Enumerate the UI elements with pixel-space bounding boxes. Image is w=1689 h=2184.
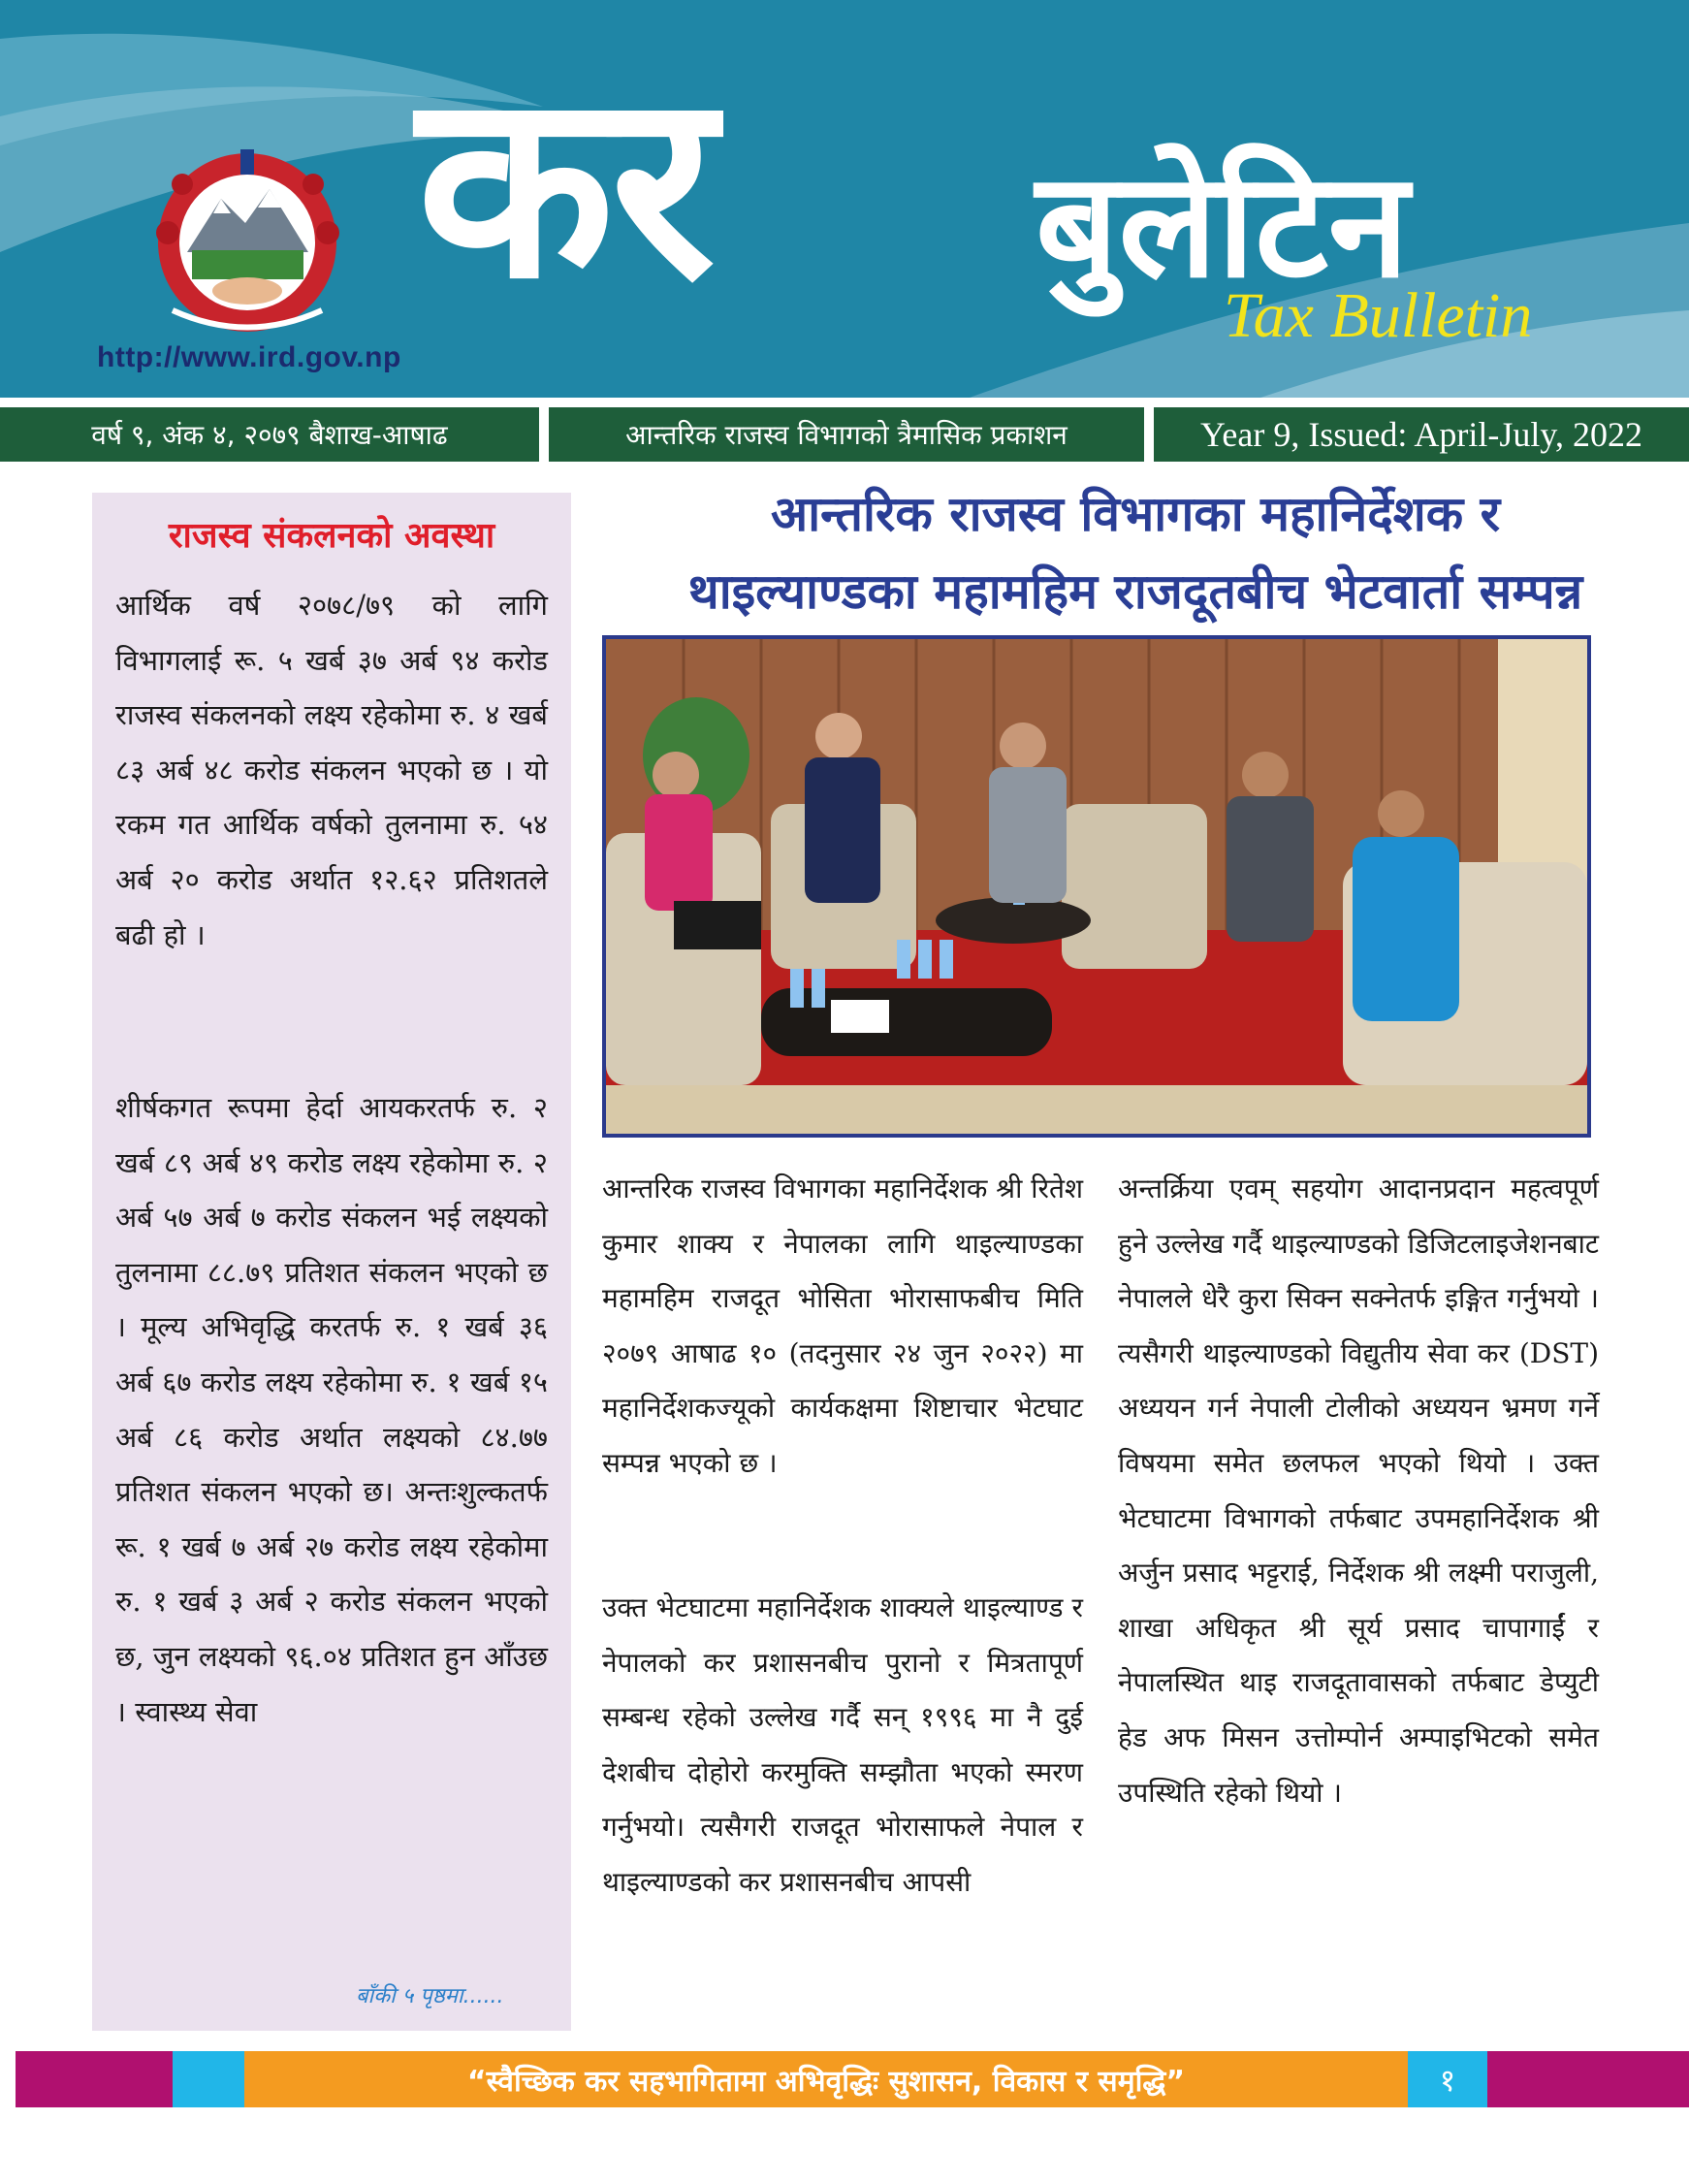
website-url[interactable]: http://www.ird.gov.np xyxy=(97,341,401,373)
continued-link[interactable]: बाँकी ५ पृष्ठमा...... xyxy=(356,1984,504,2008)
meeting-photo-illustration xyxy=(606,639,1587,1134)
page-number: १ xyxy=(1439,2061,1456,2099)
issue-info-bar xyxy=(0,407,1689,462)
sidebar-paragraph: शीर्षकगत रूपमा हेर्दा आयकरतर्फ रु. २ खर्ब ८९ अर्ब ४९ करोड लक्ष्य रहेकोमा रु. २ अर्ब ५७ अर्ब ७ करोड संकलन भई लक्ष्यको तुलनामा ८८.७९ प्रतिशत संकलन भएको छ । मूल्य अभिवृद्धि करतर्फ रु. १ खर्ब ३६ अर्ब ६७ करोड लक्ष्य रहेकोमा रु. १ खर्ब १५ अर्ब ८६ करोड अर्थात लक्ष्यको ८४.७७ प्रतिशत संकलन भएको छ। अन्तःशुल्कतर्फ रू. १ खर्ब ७ अर्ब २७ करोड लक्ष्य रहेकोमा रु. १ खर्ब ३ अर्ब २ करोड संकलन भएको छ, जुन लक्ष्यको ९६.०४ प्रतिशत हुन आँउछ । स्वास्थ्य सेवा xyxy=(115,1091,548,1728)
article-headline-line2: थाइल्याण्डका महामहिम राजदूतबीच भेटवार्ता सम्पन्न xyxy=(687,563,1583,620)
footer-bar xyxy=(16,2051,1689,2107)
issue-english: Year 9, Issued: April-July, 2022 xyxy=(1154,407,1689,462)
footer-segment xyxy=(16,2051,173,2107)
masthead xyxy=(0,0,1689,398)
article-headline-line1: आन्तरिक राजस्व विभागका महानिर्देशक र xyxy=(770,486,1501,542)
revenue-sidebar xyxy=(92,493,571,2031)
nepal-government-emblem xyxy=(143,145,352,339)
article-paragraph: आन्तरिक राजस्व विभागका महानिर्देशक श्री रितेश कुमार शाक्य र नेपालका लागि थाइल्याण्डका महामहिम राजदूत भोसिता भोरासाफबीच मिति २०७९ आषाढ १० (तदनुसार २४ जुन २०२२) मा महानिर्देशकज्यूको कार्यकक्षमा शिष्टाचार भेटघाट सम्पन्न भएको छ । xyxy=(602,1172,1083,1479)
sidebar-paragraph: आर्थिक वर्ष २०७८/७९ को लागि विभागलाई रू. ५ खर्ब ३७ अर्ब ९४ करोड राजस्व संकलनको लक्ष्य रहेकोमा रु. ४ खर्ब ८३ अर्ब ४८ करोड संकलन भएको छ । यो रकम गत आर्थिक वर्षको तुलनामा रु. ५४ अर्ब २० करोड अर्थात १२.६२ प्रतिशतले बढी हो । xyxy=(115,589,548,951)
sidebar-title: राजस्व संकलनको अवस्था xyxy=(168,516,495,556)
title-bulletin: बुलेटिन xyxy=(1036,142,1410,310)
issue-nepali: वर्ष ९, अंक ४, २०७९ बैशाख-आषाढ xyxy=(0,407,539,462)
article-paragraph: अन्तर्क्रिया एवम् सहयोग आदानप्रदान महत्वपूर्ण हुने उल्लेख गर्दै थाइल्याण्डको डिजिटलाइजेशनबाट नेपालले धेरै कुरा सिक्न सक्नेतर्फ इङ्गित गर्नुभयो । त्यसैगरी थाइल्याण्डको विद्युतीय सेवा कर (DST) अध्ययन गर्न नेपाली टोलीको अध्ययन भ्रमण गर्ने विषयमा समेत छलफल भएको थियो । उक्त भेटघाटमा विभागको तर्फबाट उपमहानिर्देशक श्री अर्जुन प्रसाद भट्टराई, निर्देशक श्री लक्ष्मी पराजुली, शाखा अधिकृत श्री सूर्य प्रसाद चापागाईं र नेपालस्थित थाइ राजदूतावासको तर्फबाट डेप्युटी हेड अफ मिसन उत्तोम्पोर्न अम्पाइभिटको समेत उपस्थिति रहेको थियो । xyxy=(1118,1172,1599,1809)
publisher-label: आन्तरिक राजस्व विभागको त्रैमासिक प्रकाशन xyxy=(549,407,1144,462)
title-kar: कर xyxy=(417,37,712,336)
meeting-photo xyxy=(602,635,1591,1138)
footer-segment xyxy=(173,2051,244,2107)
footer-slogan: “स्वैच्छिक कर सहभागितामा अभिवृद्धिः सुशासन, विकास र समृद्धि” xyxy=(466,2064,1186,2099)
article-paragraph: उक्त भेटघाटमा महानिर्देशक शाक्यले थाइल्याण्ड र नेपालको कर प्रशासनबीच पुरानो र मित्रतापूर्ण सम्बन्ध रहेको उल्लेख गर्दै सन् १९९६ मा नै दुई देशबीच दोहोरो करमुक्ति सम्झौता भएको स्मरण गर्नुभयो। त्यसैगरी राजदूत भोरासाफले नेपाल र थाइल्याण्डको कर प्रशासनबीच आपसी xyxy=(602,1591,1083,1898)
title-tax-bulletin: Tax Bulletin xyxy=(1224,280,1533,351)
footer-segment xyxy=(1487,2051,1689,2107)
